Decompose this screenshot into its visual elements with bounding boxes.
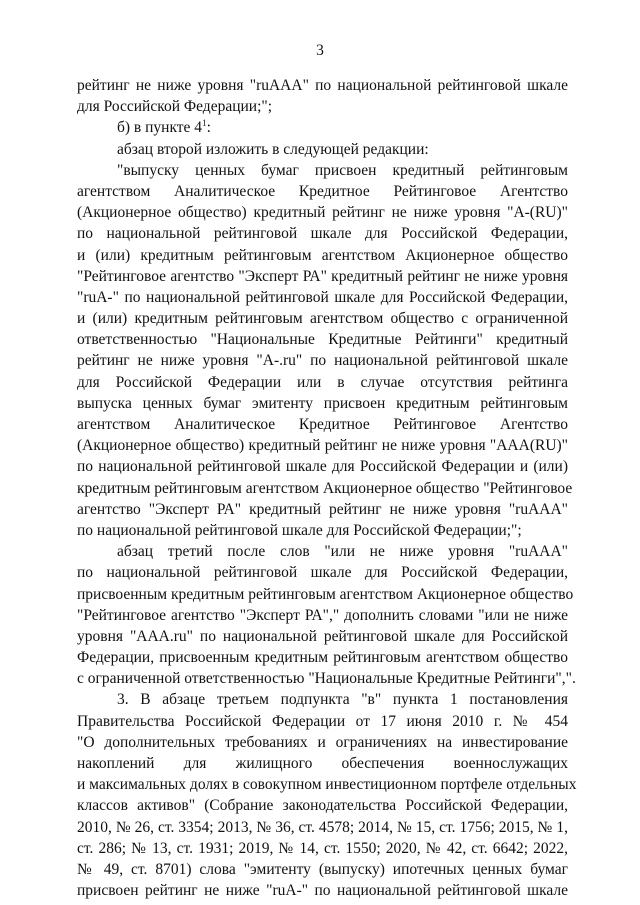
text-line: № 49, ст. 8701) слова "эмитенту (выпуску) ипотечных ценных бумаг [77, 860, 568, 878]
text-line: для Российской Федерации;"; [77, 98, 273, 116]
text-line [77, 117, 568, 138]
text-line: абзац третий после слов "или не ниже уровня "ruAAA" [117, 543, 568, 561]
text-line: для Российской Федерации или в случае отсутствия рейтинга [77, 373, 568, 391]
document-body [77, 75, 577, 901]
text-line: "Рейтинговое агентство "Эксперт РА"," дополнить словами "или не ниже [77, 606, 568, 624]
text-line: с ограниченной ответственностью "Национальные Кредитные Рейтинги",". [77, 670, 576, 688]
text-line: рейтинг не ниже уровня "A-.ru" по национальной рейтинговой шкале [77, 352, 568, 370]
text-line: агентство "Эксперт РА" кредитный рейтинг не ниже уровня "ruAAA" [77, 500, 568, 518]
text-line: "О дополнительных требованиях и ограничениях на инвестирование [77, 733, 568, 751]
text-line: 3. В абзаце третьем подпункта "в" пункта 1 постановления [117, 691, 568, 709]
text-line: по национальной рейтинговой шкале для Российской Федерации, [77, 225, 568, 243]
text-line: по национальной рейтинговой шкале для Российской Федерации и (или) [77, 458, 568, 476]
text-line: накоплений для жилищного обеспечения военнослужащих [77, 755, 568, 772]
text-line: Федерации, присвоенным кредитным рейтинговым агентством общество [77, 649, 568, 667]
text-line: уровня "AAA.ru" по национальной рейтинговой шкале для Российской [77, 627, 568, 645]
text-line: (Акционерное общество) кредитный рейтинг не ниже уровня "AAA(RU)" [77, 437, 568, 455]
text-line: рейтинг не ниже уровня "ruAAA" по национальной рейтинговой шкале [77, 77, 568, 94]
footnote-mark: 1 [202, 118, 207, 129]
text-line: присвоенным кредитным рейтинговым агентством Акционерное общество [77, 585, 574, 603]
text-line: ст. 286; № 13, ст. 1931; 2019, № 14, ст. 1550; 2020, № 42, ст. 6642; 2022, [77, 839, 568, 857]
text-line: по национальной рейтинговой шкале для Российской Федерации, [77, 564, 568, 582]
text-line: кредитным рейтинговым агентством Акционерное общество "Рейтинговое [77, 479, 573, 497]
page-number: 3 [316, 42, 324, 59]
text-line: и (или) кредитным рейтинговым агентством общество с ограниченной [77, 310, 568, 328]
text-line-suffix: : [206, 119, 211, 137]
text-line: и (или) кредитным рейтинговым агентством Акционерное общество [77, 246, 568, 264]
text-line: ответственностью "Национальные Кредитные Рейтинги" кредитный [77, 331, 568, 349]
text-line: "ruA-" по национальной рейтинговой шкале для Российской Федерации, [77, 288, 568, 306]
text-line: агентством Аналитическое Кредитное Рейтинговое Агентство [77, 416, 568, 433]
text-line: агентством Аналитическое Кредитное Рейтинговое Агентство [77, 182, 568, 200]
text-line: "выпуску ценных бумаг присвоен кредитный рейтинговым [117, 161, 568, 179]
text-line: и максимальных долях в совокупном инвестиционном портфеле отдельных [77, 776, 577, 794]
text-line: 2010, № 26, ст. 3354; 2013, № 36, ст. 4578; 2014, № 15, ст. 1756; 2015, № 1, [77, 818, 568, 836]
text-line: (Акционерное общество) кредитный рейтинг не ниже уровня "A-(RU)" [77, 204, 568, 222]
text-line: классов активов" (Собрание законодательства Российской Федерации, [77, 797, 568, 815]
text-line: присвоен рейтинг не ниже "ruA-" по национальной рейтинговой шкале [77, 882, 568, 900]
text-line: "Рейтинговое агентство "Эксперт РА" кредитный рейтинг не ниже уровня [77, 267, 568, 285]
text-line: Правительства Российской Федерации от 17 июня 2010 г. № 454 [77, 712, 568, 730]
text-line: выпуска ценных бумаг эмитенту присвоен кредитным рейтинговым [77, 394, 568, 412]
text-line: по национальной рейтинговой шкале для Российской Федерации;"; [77, 521, 522, 539]
text-line: абзац второй изложить в следующей редакции: [117, 140, 429, 158]
text-line-main: б) в пункте 4 [117, 119, 203, 137]
